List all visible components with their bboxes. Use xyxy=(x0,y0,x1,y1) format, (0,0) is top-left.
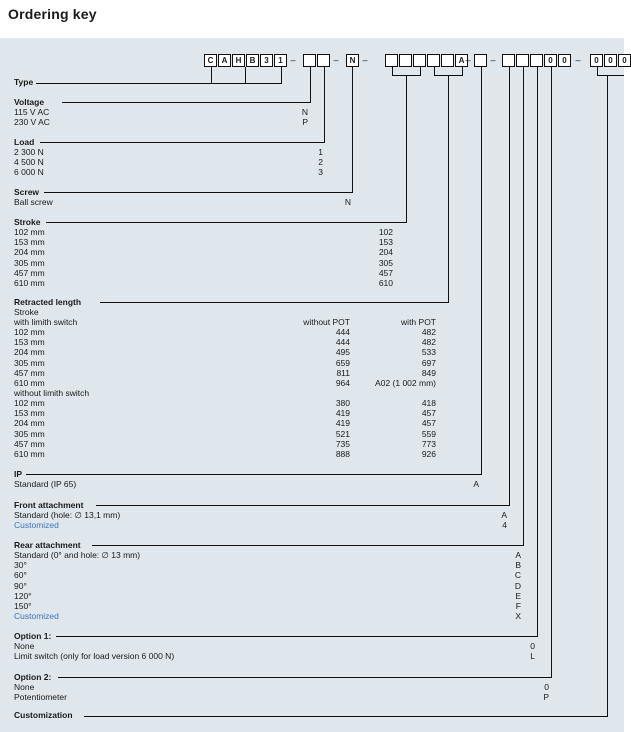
retracted-with-pot-value: 533 xyxy=(421,347,436,358)
code-box: N xyxy=(346,54,359,67)
code-box: 0 xyxy=(590,54,603,67)
load-leader xyxy=(40,142,324,143)
leader-line xyxy=(420,67,421,75)
retracted-leader xyxy=(448,75,449,302)
code-box xyxy=(530,54,543,67)
voltage-row: 230 V AC xyxy=(14,117,50,128)
col-header-without-pot: without POT xyxy=(303,317,350,327)
stroke-code: 457 xyxy=(378,267,393,278)
retracted-with-pot-value: 418 xyxy=(421,398,436,408)
stroke-leader xyxy=(46,222,407,223)
retracted-sub-label: with limith switch xyxy=(14,317,78,327)
retracted-stroke: 153 mm xyxy=(14,337,45,348)
retracted-with-pot-value: 926 xyxy=(421,449,436,459)
option1-leader xyxy=(537,67,538,636)
front-row: Standard (hole: ∅ 13,1 mm) xyxy=(14,510,121,520)
code-box: C xyxy=(204,54,217,67)
type-leader xyxy=(245,67,246,84)
stroke-row: 610 mm xyxy=(14,278,45,288)
retracted-with-pot-value: 482 xyxy=(421,327,436,337)
code-box: 3 xyxy=(260,54,273,67)
load-code: 3 xyxy=(318,167,323,178)
code-box xyxy=(385,54,398,67)
code-box xyxy=(317,54,330,67)
rear-code: B xyxy=(515,560,521,571)
stroke-row: 204 mm xyxy=(14,247,45,258)
section-rear-label: Rear attachment xyxy=(14,540,81,550)
voltage-leader xyxy=(62,102,310,103)
type-bracket-line xyxy=(211,67,212,83)
retracted-without-pot-value: 735 xyxy=(335,438,350,449)
retracted-with-pot-value: A02 (1 002 mm) xyxy=(375,378,436,388)
retracted-stroke: 305 mm xyxy=(14,357,45,368)
customization-bracket xyxy=(597,75,624,76)
screw-row: Ball screw xyxy=(14,197,53,207)
retracted-sub-label: without limith switch xyxy=(14,388,90,398)
leader-line xyxy=(434,67,435,75)
section-ip-label: IP xyxy=(14,469,23,479)
section-option2-label: Option 2: xyxy=(14,672,52,682)
retracted-without-pot-value: 444 xyxy=(335,327,350,337)
code-box xyxy=(516,54,529,67)
code-box: A xyxy=(455,54,468,67)
option2-leader xyxy=(58,677,552,678)
option1-row: None xyxy=(14,641,35,651)
stroke-row: 457 mm xyxy=(14,267,45,278)
retracted-with-pot-value: 559 xyxy=(421,428,436,439)
retracted-stroke: 457 mm xyxy=(14,367,45,378)
rear-code: F xyxy=(515,601,521,611)
rear-row: 150° xyxy=(14,601,32,611)
ip-code: A xyxy=(473,479,479,489)
option2-row: Potentiometer xyxy=(14,692,67,703)
code-box: B xyxy=(246,54,259,67)
stroke-code: 153 xyxy=(378,237,393,248)
front-leader xyxy=(96,505,510,506)
section-load-label: Load xyxy=(14,137,35,147)
retracted-leader xyxy=(100,302,449,303)
page-title: Ordering key xyxy=(8,6,97,22)
leader-line xyxy=(462,67,463,75)
code-box: 0 xyxy=(544,54,557,67)
option2-code: 0 xyxy=(544,682,549,692)
code-box xyxy=(502,54,515,67)
screw-leader xyxy=(44,192,352,193)
front-code: 4 xyxy=(502,520,507,531)
leader-line xyxy=(392,67,393,75)
retracted-without-pot-value: 964 xyxy=(335,378,350,388)
rear-row: 120° xyxy=(14,590,32,601)
stroke-row: 102 mm xyxy=(14,227,45,237)
code-box: A xyxy=(218,54,231,67)
leader-line xyxy=(597,67,598,75)
front-code: A xyxy=(501,510,507,520)
rear-row: Standard (0° and hole: ∅ 13 mm) xyxy=(14,550,141,560)
code-separator: – xyxy=(465,55,471,65)
retracted-with-pot-value: 482 xyxy=(421,337,436,348)
stroke-code: 610 xyxy=(378,278,393,288)
code-box: H xyxy=(232,54,245,67)
code-separator: – xyxy=(490,55,496,65)
retracted-stroke: 457 mm xyxy=(14,438,45,449)
voltage-leader xyxy=(310,67,311,103)
retracted-sub-label: Stroke xyxy=(14,307,39,317)
rear-code: A xyxy=(515,550,521,560)
code-box xyxy=(474,54,487,67)
retracted-stroke: 102 mm xyxy=(14,327,45,337)
load-row: 4 500 N xyxy=(14,157,44,168)
retracted-stroke: 610 mm xyxy=(14,449,45,459)
retracted-stroke: 102 mm xyxy=(14,398,45,408)
rear-row: 30° xyxy=(14,560,27,571)
retracted-without-pot-value: 444 xyxy=(335,337,350,348)
code-box: 0 xyxy=(604,54,617,67)
type-leader xyxy=(36,83,245,84)
code-box: 0 xyxy=(558,54,571,67)
retracted-without-pot-value: 495 xyxy=(335,347,350,358)
retracted-stroke: 610 mm xyxy=(14,378,45,388)
retracted-stroke: 153 mm xyxy=(14,408,45,419)
retracted-with-pot-value: 697 xyxy=(421,357,436,368)
option1-leader xyxy=(56,636,538,637)
code-separator: – xyxy=(575,55,581,65)
stroke-code: 305 xyxy=(378,257,393,268)
type-bracket-line xyxy=(281,67,282,83)
section-screw-label: Screw xyxy=(14,187,40,197)
stroke-code: 204 xyxy=(378,247,393,258)
option1-code: L xyxy=(530,651,535,662)
voltage-code: P xyxy=(302,117,308,128)
retracted-without-pot-value: 811 xyxy=(336,367,350,378)
load-row: 6 000 N xyxy=(14,167,44,178)
retracted-stroke: 305 mm xyxy=(14,428,45,439)
voltage-row: 115 V AC xyxy=(14,107,50,117)
code-separator: – xyxy=(290,55,296,65)
section-voltage-label: Voltage xyxy=(14,97,45,107)
rear-code: C xyxy=(514,570,521,581)
retracted-without-pot-value: 659 xyxy=(335,357,350,368)
section-stroke-label: Stroke xyxy=(14,217,41,227)
ip-leader xyxy=(26,474,482,475)
retracted-without-pot-value: 521 xyxy=(335,428,350,439)
retracted-stroke: 204 mm xyxy=(14,347,45,358)
front-row-customized: Customized xyxy=(14,520,59,530)
col-header-with-pot: with POT xyxy=(401,317,436,327)
rear-row: 90° xyxy=(14,580,27,591)
retracted-with-pot-value: 773 xyxy=(421,438,436,449)
option2-code: P xyxy=(543,692,549,703)
code-separator: – xyxy=(333,55,339,65)
rear-leader xyxy=(92,545,524,546)
code-box xyxy=(427,54,440,67)
option1-row: Limit switch (only for load version 6 000 N) xyxy=(14,651,175,662)
retracted-with-pot-value: 457 xyxy=(421,408,436,419)
section-retracted-label: Retracted length xyxy=(14,297,82,307)
screw-leader xyxy=(352,67,353,193)
option1-code: 0 xyxy=(530,641,535,651)
screw-code: N xyxy=(344,197,351,207)
stroke-code: 102 xyxy=(378,227,393,237)
rear-row-customized: Customized xyxy=(14,611,59,622)
load-code: 2 xyxy=(318,157,323,168)
section-option1-label: Option 1: xyxy=(14,631,52,641)
retracted-with-pot-value: 849 xyxy=(421,367,436,378)
stroke-row: 153 mm xyxy=(14,237,45,248)
rear-leader xyxy=(523,67,524,545)
option2-row: None xyxy=(14,682,35,692)
rear-code: X xyxy=(515,611,521,622)
rear-code: D xyxy=(514,580,521,591)
section-type-label: Type xyxy=(14,77,34,87)
retracted-stroke: 204 mm xyxy=(14,418,45,429)
section-front-label: Front attachment xyxy=(14,500,84,510)
retracted-with-pot-value: 457 xyxy=(421,418,436,429)
voltage-code: N xyxy=(301,107,308,117)
customization-leader xyxy=(607,75,608,716)
load-code: 1 xyxy=(318,147,323,157)
code-separator: – xyxy=(362,55,368,65)
code-box xyxy=(399,54,412,67)
section-customization-label: Customization xyxy=(14,710,73,720)
retracted-without-pot-value: 419 xyxy=(335,418,350,429)
code-box xyxy=(441,54,454,67)
ip-leader xyxy=(481,67,482,474)
front-leader xyxy=(509,67,510,505)
ip-row: Standard (IP 65) xyxy=(14,479,77,489)
rear-row: 60° xyxy=(14,570,27,581)
retracted-without-pot-value: 419 xyxy=(335,408,350,419)
stroke-leader xyxy=(406,75,407,222)
code-box: 1 xyxy=(274,54,287,67)
load-leader xyxy=(324,67,325,143)
stroke-row: 305 mm xyxy=(14,257,45,268)
retracted-without-pot-value: 380 xyxy=(335,398,350,408)
option2-leader xyxy=(551,67,552,677)
load-row: 2 300 N xyxy=(14,147,44,157)
code-box: 0 xyxy=(618,54,631,67)
code-box xyxy=(303,54,316,67)
customization-leader xyxy=(84,716,608,717)
retracted-without-pot-value: 888 xyxy=(335,449,350,459)
code-box xyxy=(413,54,426,67)
rear-code: E xyxy=(515,590,521,601)
